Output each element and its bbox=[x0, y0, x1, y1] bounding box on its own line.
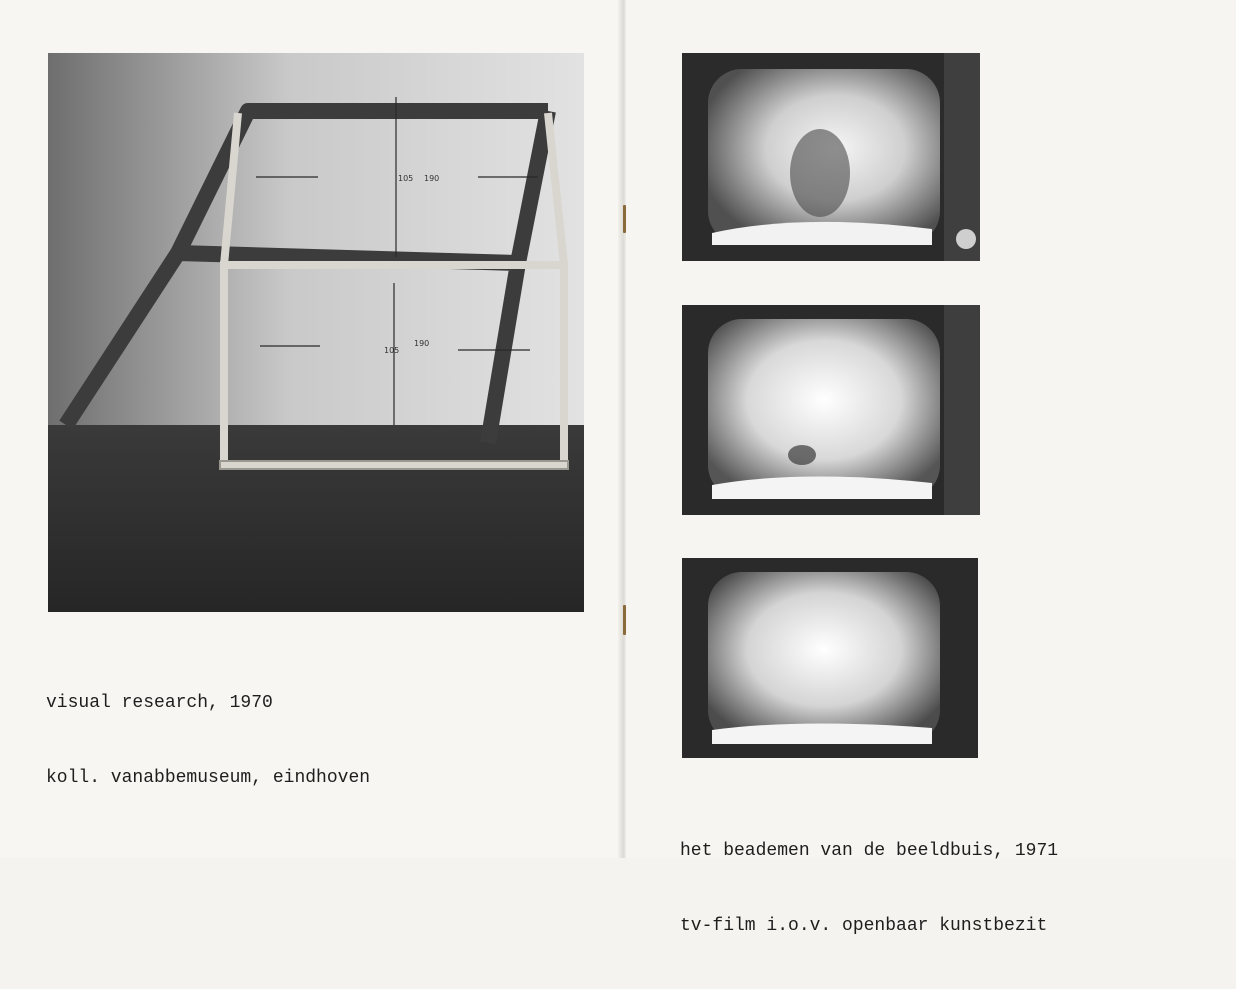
left-caption-line1: visual research, 1970 bbox=[46, 693, 273, 713]
tv-still-1 bbox=[682, 53, 980, 261]
right-caption-line2: tv-film i.o.v. openbaar kunstbezit bbox=[680, 916, 1048, 936]
tv-screen-illustration-1 bbox=[682, 53, 980, 261]
left-caption bbox=[46, 641, 370, 841]
top-width-label: 190 bbox=[424, 174, 440, 183]
tv-screen-illustration-3 bbox=[682, 558, 978, 758]
frame-sculpture-illustration bbox=[48, 53, 584, 612]
top-height-label: 105 bbox=[398, 174, 414, 183]
right-caption-line1: het beademen van de beeldbuis, 1971 bbox=[680, 841, 1059, 861]
bottom-height-label: 105 bbox=[384, 346, 400, 355]
tv-screen-illustration-2 bbox=[682, 305, 980, 515]
left-caption-line2: koll. vanabbemuseum, eindhoven bbox=[46, 768, 371, 788]
right-caption bbox=[680, 789, 1058, 989]
bottom-width-label: 190 bbox=[414, 339, 430, 348]
frame-sculpture-photo bbox=[48, 53, 584, 612]
tv-still-3 bbox=[682, 558, 978, 758]
tv-still-2 bbox=[682, 305, 980, 515]
left-page bbox=[0, 0, 622, 858]
right-page bbox=[626, 0, 1236, 936]
